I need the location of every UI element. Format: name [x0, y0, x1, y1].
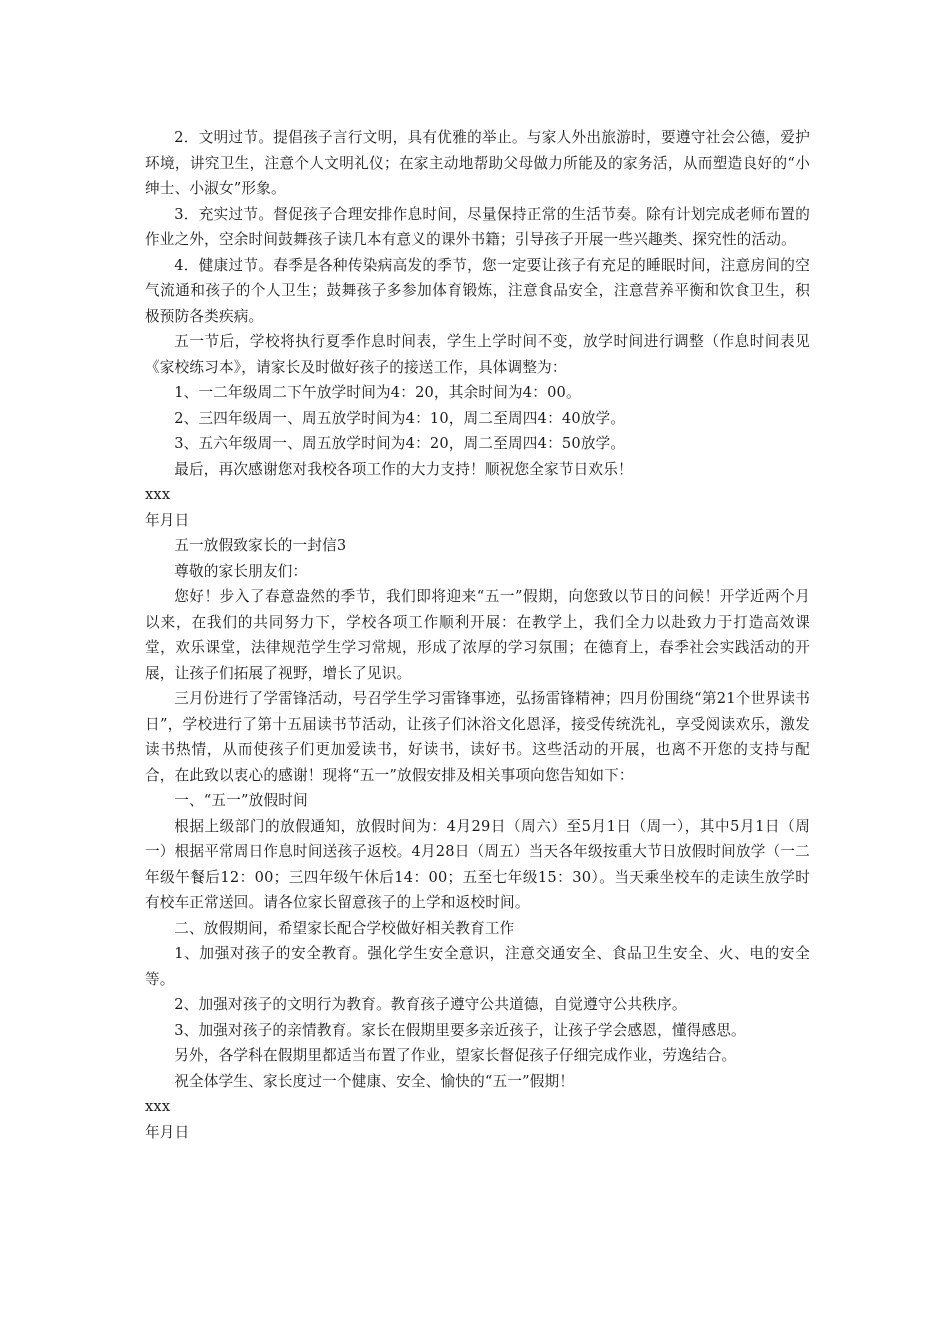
paragraph-activities: 三月份进行了学雷锋活动，号召学生学习雷锋事迹，弘扬雷锋精神；四月份围绕“第21个世界读书日”，学校进行了第十五届读书节活动，让孩子们沐浴文化恩泽，接受传统洗礼，享受阅读欢乐，激发读书热情，从而使孩子们更加爱读书，好读书，读好书。这些活动的开展，也离不开您的支持与配合，在此致以衷心的感谢！现将“五一”放假安排及相关事项向您告知如下：: [145, 690, 810, 784]
paragraph-holiday-time: 根据上级部门的放假通知，放假时间为：4月29日（周六）至5月1日（周一），其中5月1日（周一）根据平常周日作息时间送孩子返校。4月28日（周五）当天各年级按重大节日放假时间放学（一二年级午餐后12：00；三四年级午休后14：00；五至七年级15：30）。当天乘坐校车的走读生放学时有校车正常送回。请各位家长留意孩子的上学和返校时间。: [145, 817, 810, 911]
paragraph-greeting: 您好！步入了春意盎然的季节，我们即将迎来“五一”假期，向您致以节日的问候！开学近两个月以来，在我们的共同努力下，学校各项工作顺利开展：在教学上，我们全力以赴致力于打造高效课堂，欢乐课堂，法律规范学生学习常规，形成了浓厚的学习氛围；在德育上，春季社会实践活动的开展，让孩子们拓展了视野，增长了见识。: [145, 588, 810, 682]
paragraph-schedule-item-1: 1、一二年级周二下午放学时间为4：20，其余时间为4：00。: [174, 384, 581, 401]
paragraph-healthy-holiday: 4．健康过节。春季是各种传染病高发的季节，您一定要让孩子有充足的睡眠时间，注意房间的空气流通和孩子的个人卫生；鼓舞孩子多参加体育锻炼，注意食品安全，注意营养平衡和饮食卫生，积极预防各类疾病。: [145, 256, 810, 325]
paragraph-homework: 另外，各学科在假期里都适当布置了作业，望家长督促孩子仔细完成作业，劳逸结合。: [174, 1047, 737, 1064]
document-body: [145, 125, 810, 1145]
signature-name-2: xxx: [145, 1098, 171, 1115]
letter-salutation: 尊敬的家长朋友们：: [174, 562, 308, 580]
paragraph-education-item-2: 2、加强对孩子的文明行为教育。教育孩子遵守公共道德，自觉遵守公共秩序。: [174, 996, 687, 1013]
signature-name: xxx: [145, 486, 171, 503]
letter-title: 五一放假致家长的一封信3: [174, 537, 347, 554]
paragraph-summer-schedule: 五一节后，学校将执行夏季作息时间表，学生上学时间不变，放学时间进行调整（作息时间表见《家校练习本》，请家长及时做好孩子的接送工作，具体调整为：: [145, 333, 810, 376]
section-heading-holiday-time: 一、“五一”放假时间: [174, 792, 308, 809]
paragraph-closing-thanks: 最后，再次感谢您对我校各项工作的大力支持！顺祝您全家节日欢乐！: [174, 460, 633, 478]
paragraph-fulfilling-holiday: 3．充实过节。督促孩子合理安排作息时间，尽量保持正常的生活节奏。除有计划完成老师布置的作业之外，空余时间鼓舞孩子读几本有意义的课外书籍；引导孩子开展一些兴趣类、探究性的活动。: [145, 205, 810, 248]
section-heading-education: 二、放假期间，希望家长配合学校做好相关教育工作: [174, 919, 515, 937]
paragraph-wishes: 祝全体学生、家长度过一个健康、安全、愉快的“五一”假期！: [174, 1072, 575, 1090]
signature-date: 年月日: [145, 511, 190, 529]
paragraph-schedule-item-3: 3、五六年级周一、周五放学时间为4：20，周二至周四4：50放学。: [174, 435, 626, 452]
paragraph-civilized-holiday: 2．文明过节。提倡孩子言行文明，具有优雅的举止。与家人外出旅游时，要遵守社会公德，爱护环境，讲究卫生，注意个人文明礼仪；在家主动地帮助父母做力所能及的家务活，从而塑造良好的“小绅士、小淑女”形象。: [145, 129, 810, 197]
paragraph-education-item-1: 1、加强对孩子的安全教育。强化学生安全意识，注意交通安全、食品卫生安全、火、电的安全等。: [145, 945, 810, 988]
signature-date-2: 年月日: [145, 1123, 190, 1141]
paragraph-education-item-3: 3、加强对孩子的亲情教育。家长在假期里要多亲近孩子，让孩子学会感恩，懂得感思。: [174, 1021, 746, 1039]
paragraph-schedule-item-2: 2、三四年级周一、周五放学时间为4：10，周二至周四4：40放学。: [174, 409, 626, 427]
